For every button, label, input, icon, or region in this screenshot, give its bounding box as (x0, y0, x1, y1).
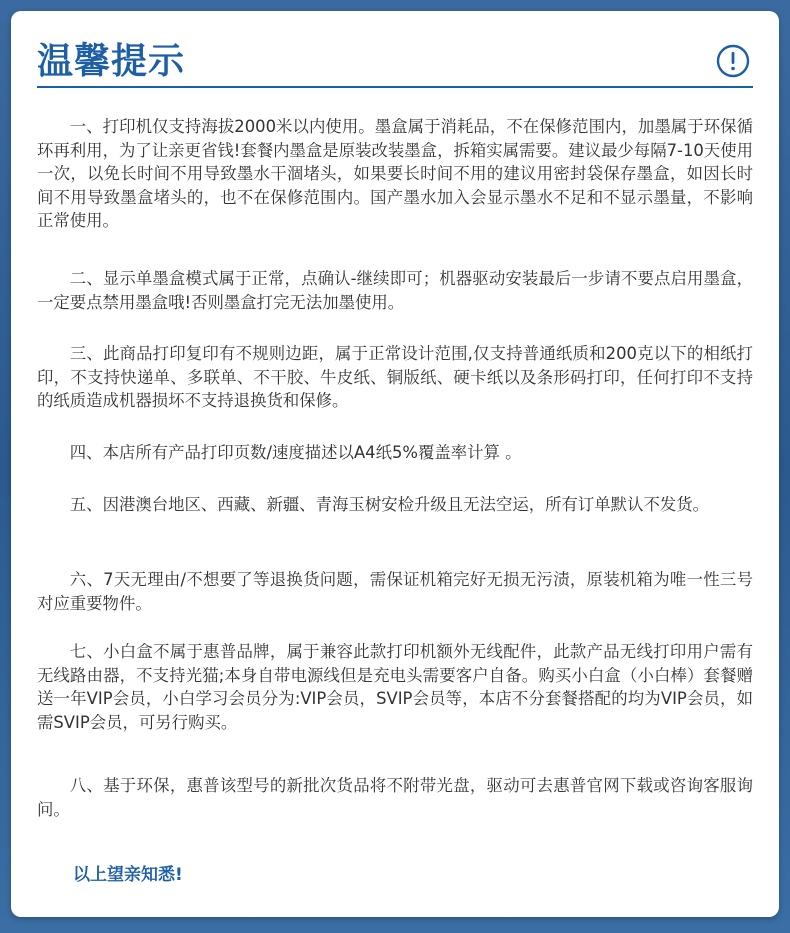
notice-paragraph-1: 一、打印机仅支持海拔2000米以内使用。墨盒属于消耗品，不在保修范围内，加墨属于环保循环再利用，为了让亲更省钱!套餐内墨盒是原装改装墨盒，拆箱实属需要。建议最少每隔7-10天使用一次，以免长时间不用导致墨水干涸堵头，如果要长时间不用的建议用密封袋保存墨盒，如因长时间不用导致墨盒堵头的，也不在保修范围内。国产墨水加入会显示墨水不足和不显示墨量，不影响正常使用。 (37, 117, 753, 230)
notice-paragraph-2: 二、显示单墨盒模式属于正常，点确认-继续即可；机器驱动安装最后一步请不要点启用墨盒，一定要点禁用墨盒哦!否则墨盒打完无法加墨使用。 (37, 269, 753, 312)
notice-paragraph-6: 六、7天无理由/不想要了等退换货问题，需保证机箱完好无损无污渍，原装机箱为唯一性三号对应重要物件。 (37, 570, 753, 613)
closing-note: 以上望亲知悉! (73, 865, 183, 885)
notice-paragraph-3: 三、此商品打印复印有不规则边距，属于正常设计范围,仅支持普通纸质和200克以下的相纸打印，不支持快递单、多联单、不干胶、牛皮纸、铜版纸、硬卡纸以及条形码打印，任何打印不支持的纸质造成机器损坏不支持退换货和保修。 (37, 344, 753, 410)
notice-paragraph-4: 四、本店所有产品打印页数/速度描述以A4纸5%覆盖率计算 。 (69, 443, 522, 462)
title-divider (37, 86, 753, 88)
page-title: 温馨提示 (37, 41, 186, 82)
notice-paragraph-7: 七、小白盒不属于惠普品牌，属于兼容此款打印机额外无线配件，此款产品无线打印用户需有无线路由器，不支持光猫;本身自带电源线但是充电头需要客户自备。购买小白盒（小白棒）套餐赠送一年VIP会员，小白学习会员分为:VIP会员，SVIP会员等，本店不分套餐搭配的均为VIP会员，如需SVIP会员，可另行购买。 (37, 642, 753, 732)
alert-circle-icon (716, 44, 750, 78)
notice-paragraph-5: 五、因港澳台地区、西藏、新疆、青海玉树安检升级且无法空运，所有订单默认不发货。 (69, 495, 710, 514)
notice-paragraph-8: 八、基于环保，惠普该型号的新批次货品将不附带光盘，驱动可去惠普官网下载或咨询客服询问。 (37, 776, 753, 819)
